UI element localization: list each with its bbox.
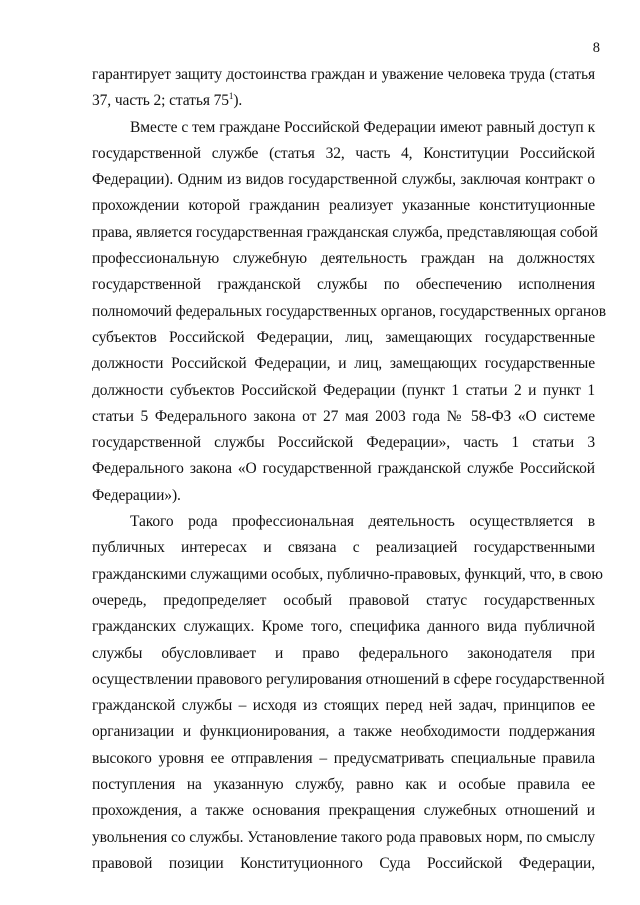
text-line: увольнения со службы. Установление такого рода правовых норм, по смыслу (92, 828, 595, 846)
text-line: права, является государственная гражданская служба, представляющая собой (92, 223, 598, 241)
text-line: осуществлении правового регулирования отношений в сфере государственной (92, 670, 605, 688)
text-line: прохождения, а также основания прекращения служебных отношений и (92, 802, 595, 820)
text-line: службы обусловливает и право федерального законодателя при (92, 644, 595, 662)
text-line (92, 88, 595, 114)
text-line: гражданскими служащими особых, публично-правовых, функций, что, в свою (92, 565, 603, 583)
text-line: государственной гражданской службы по обеспечению исполнения (92, 276, 595, 294)
text-line: Федерации»). (92, 486, 181, 504)
footnote-superscript: 1 (228, 91, 234, 102)
text-line: высокого уровня ее отправления – предусматривать специальные правила (92, 749, 595, 767)
text-span: ). (233, 92, 243, 110)
body-text (92, 62, 606, 877)
text-line: очередь, предопределяет особый правовой статус государственных (92, 591, 595, 609)
text-line: полномочий федеральных государственных органов, государственных органов (92, 302, 606, 320)
text-line: прохождении которой гражданин реализует указанные конституционные (92, 197, 595, 215)
page-number: 8 (592, 40, 600, 56)
text-line: должности субъектов Российской Федерации (пункт 1 статьи 2 и пункт 1 (92, 381, 595, 399)
text-line: субъектов Российской Федерации, лиц, замещающих государственные (92, 328, 595, 346)
text-line: поступления на указанную службу, равно как и особые правила ее (92, 776, 595, 794)
text-line: публичных интересах и связана с реализацией государственными (92, 539, 595, 557)
text-line: Федерации). Одним из видов государственной службы, заключая контракт о (92, 171, 595, 189)
text-line: правовой позиции Конституционного Суда Российской Федерации, (92, 854, 595, 872)
text-line: гражданских служащих. Кроме того, специфика данного вида публичной (92, 618, 595, 636)
text-line: профессиональную служебную деятельность граждан на должностях (92, 250, 595, 268)
text-line: организации и функционирования, а также необходимости поддержания (92, 723, 595, 741)
text-line: государственной службы Российской Федерации», часть 1 статьи 3 (92, 434, 595, 452)
text-line: Такого рода профессиональная деятельность осуществляется в (130, 513, 595, 531)
text-line: статьи 5 Федерального закона от 27 мая 2003 года № 58-ФЗ «О системе (92, 407, 595, 425)
text-span: 37, часть 2; статья 75 (92, 92, 229, 110)
text-line: Вместе с тем граждане Российской Федерации имеют равный доступ к (130, 118, 595, 136)
text-line: гарантирует защиту достоинства граждан и уважение человека труда (статья (92, 66, 595, 83)
text-line: гражданской службы – исходя из стоящих перед ней задач, принципов ее (92, 697, 595, 715)
text-line: должности Российской Федерации, и лиц, замещающих государственные (92, 355, 595, 373)
text-line: Федерального закона «О государственной гражданской службе Российской (92, 460, 595, 478)
text-line: государственной службе (статья 32, часть 4, Конституции Российской (92, 144, 595, 162)
